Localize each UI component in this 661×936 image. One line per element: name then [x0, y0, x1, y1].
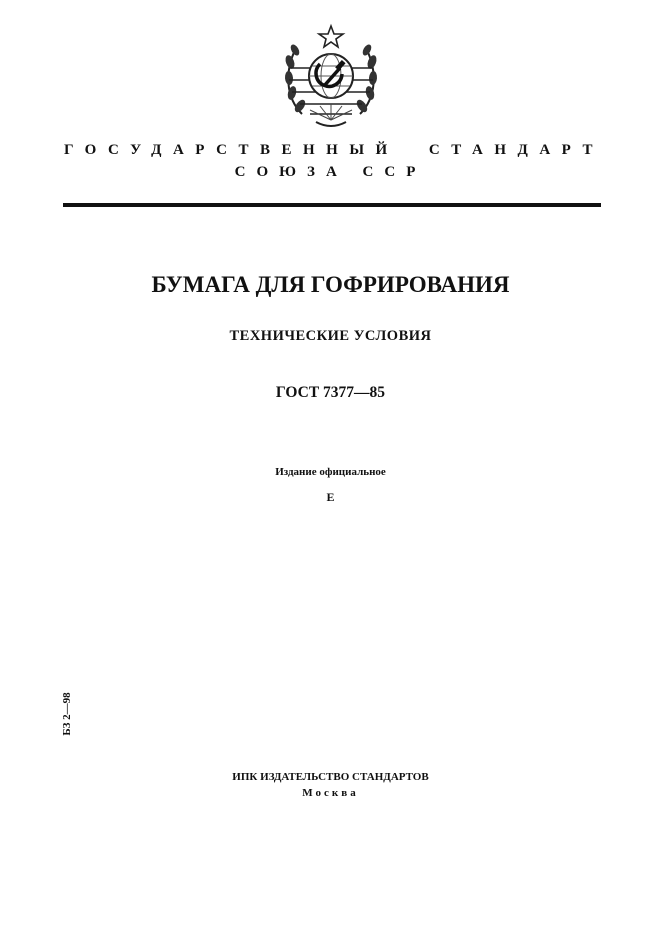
state-standard-heading [64, 142, 604, 159]
document-subtitle: ТЕХНИЧЕСКИЕ УСЛОВИЯ [229, 328, 432, 344]
publisher-name: ИПК ИЗДАТЕЛЬСТВО СТАНДАРТОВ [232, 771, 429, 783]
standard-number: ГОСТ 7377—85 [275, 384, 386, 401]
edition-mark: Е [326, 490, 335, 504]
ussr-state-emblem-icon [280, 22, 382, 130]
header-divider [63, 203, 601, 207]
publisher-city: Москва [302, 787, 359, 799]
ussr-heading: СОЮЗА ССР [234, 164, 427, 180]
heading-word-state: ГОСУДАРСТВЕННЫЙ [64, 142, 399, 158]
side-code-text: БЗ 2—98 [61, 692, 73, 736]
edition-label: Издание официальное [275, 466, 386, 478]
side-code [58, 684, 76, 744]
heading-word-standard: СТАНДАРТ [428, 142, 604, 158]
document-title: БУМАГА ДЛЯ ГОФРИРОВАНИЯ [151, 272, 510, 297]
